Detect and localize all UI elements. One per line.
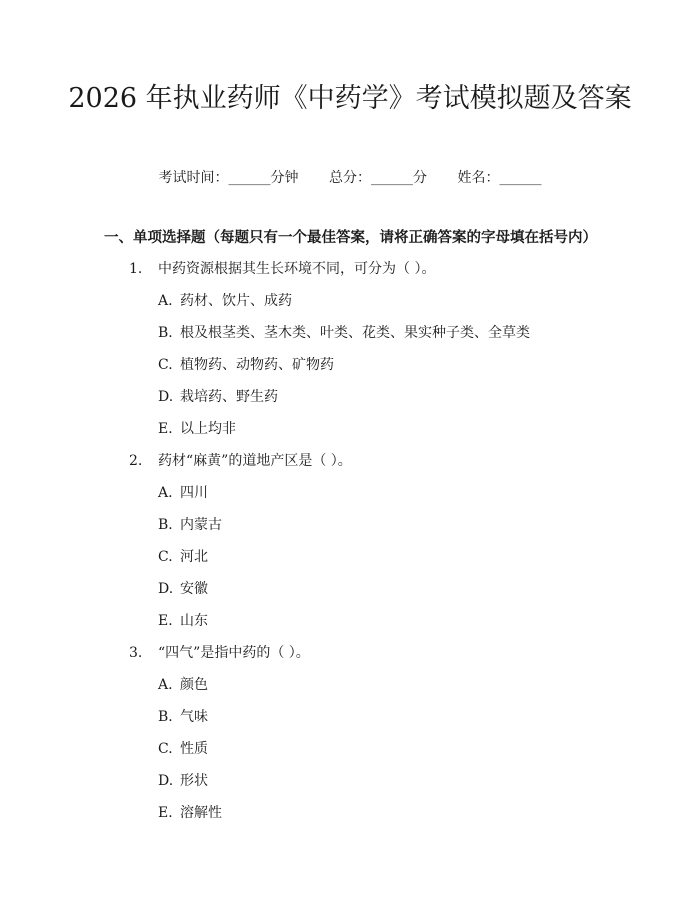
exam-time-field	[159, 168, 299, 188]
option-2d	[0, 579, 700, 611]
option-text: 气味	[180, 709, 208, 725]
option-2a	[0, 483, 700, 515]
exam-meta-line	[0, 168, 700, 188]
exam-time-blank: ______分钟	[228, 170, 299, 186]
option-3b	[0, 707, 700, 739]
option-text: 河北	[180, 549, 208, 565]
option-2c	[0, 547, 700, 579]
question-3	[0, 643, 700, 675]
question-number: 3.	[129, 645, 143, 661]
option-3e	[0, 803, 700, 835]
document-title: 2026 年执业药师《中药学》考试模拟题及答案	[68, 83, 632, 114]
name-field	[457, 168, 541, 188]
option-text: 溶解性	[180, 805, 222, 821]
question-list	[0, 259, 700, 835]
option-text: 药材、饮片、成药	[180, 293, 292, 309]
option-1e	[0, 419, 700, 451]
question-1	[0, 259, 700, 291]
name-blank: ______	[499, 170, 542, 186]
question-2	[0, 451, 700, 483]
option-2e	[0, 611, 700, 643]
option-3d	[0, 771, 700, 803]
option-1a	[0, 291, 700, 323]
option-letter: A.	[158, 485, 173, 501]
option-letter: B.	[158, 517, 173, 533]
option-text: 以上均非	[180, 421, 236, 437]
option-letter: D.	[158, 581, 174, 597]
total-score-blank: ______分	[371, 170, 427, 186]
option-text: 形状	[180, 773, 208, 789]
option-1d	[0, 387, 700, 419]
option-letter: A.	[158, 293, 173, 309]
option-text: 安徽	[180, 581, 208, 597]
option-text: 颜色	[180, 677, 208, 693]
option-text: 四川	[180, 485, 208, 501]
option-letter: D.	[158, 389, 174, 405]
option-text: 植物药、动物药、矿物药	[180, 357, 334, 373]
section-heading: 一、单项选择题（每题只有一个最佳答案，请将正确答案的字母填在括号内）	[104, 229, 597, 246]
option-text: 山东	[180, 613, 208, 629]
option-2b	[0, 515, 700, 547]
name-label: 姓名：	[457, 170, 500, 186]
option-text: 性质	[180, 741, 208, 757]
option-text: 内蒙古	[180, 517, 222, 533]
question-text: 中药资源根据其生长环境不同，可分为（ ）。	[158, 261, 436, 277]
option-1c	[0, 355, 700, 387]
option-3c	[0, 739, 700, 771]
option-letter: C.	[158, 741, 173, 757]
option-letter: C.	[158, 549, 173, 565]
question-number: 1.	[129, 261, 143, 277]
question-text: 药材“麻黄”的道地产区是（ ）。	[158, 453, 352, 469]
option-letter: E.	[158, 805, 173, 821]
option-letter: E.	[158, 421, 173, 437]
option-3a	[0, 675, 700, 707]
option-text: 栽培药、野生药	[180, 389, 278, 405]
option-letter: A.	[158, 677, 173, 693]
total-score-label: 总分：	[329, 170, 371, 186]
exam-time-label: 考试时间：	[158, 170, 229, 186]
option-letter: D.	[158, 773, 174, 789]
option-text: 根及根茎类、茎木类、叶类、花类、果实种子类、全草类	[180, 325, 530, 341]
question-number: 2.	[129, 453, 143, 469]
option-letter: E.	[158, 613, 173, 629]
option-letter: B.	[158, 709, 173, 725]
total-score-field	[329, 168, 427, 188]
option-letter: B.	[158, 325, 173, 341]
option-1b	[0, 323, 700, 355]
option-letter: C.	[158, 357, 173, 373]
question-text: “四气”是指中药的（ ）。	[158, 645, 310, 661]
